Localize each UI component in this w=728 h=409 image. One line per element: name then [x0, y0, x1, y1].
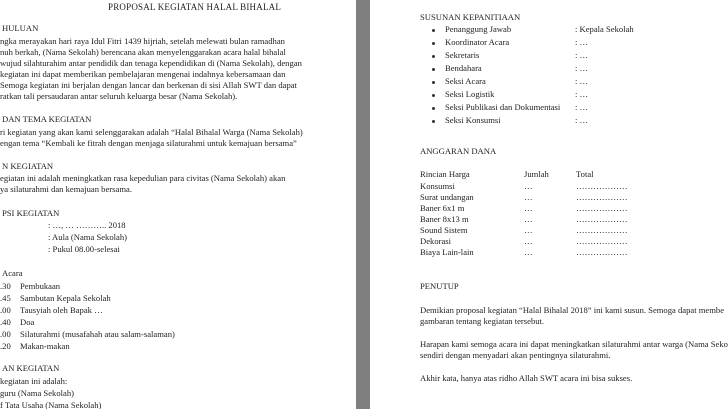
panitia-role: Seksi Konsumsi [445, 115, 501, 125]
panitia-value: : Kepala Sekolah [575, 24, 634, 34]
acara-label: Sambutan Kepala Sekolah [20, 293, 111, 303]
section-heading-deskripsi: PSI KEGIATAN [2, 208, 60, 218]
paragraph-line: guru (Nama Sekolah) [0, 388, 74, 398]
document-title: PROPOSAL KEGIATAN HALAL BIHALAL [108, 2, 282, 12]
anggaran-total: ……………… [576, 192, 628, 202]
acara-time: .45 [0, 293, 11, 303]
paragraph-line: ngka merayakan hari raya Idul Fitri 1439 hijriah, setelah melewati bulan ramadhan [0, 36, 285, 46]
panitia-value: : … [575, 115, 589, 125]
acara-time: .20 [0, 341, 11, 351]
paragraph-line: ri kegiatan yang akan kami selenggarakan adalah “Halal Bihalal Warga (Nama Sekolah) [0, 127, 303, 137]
acara-time: .40 [0, 317, 11, 327]
panitia-value: : … [575, 50, 589, 60]
deskripsi-waktu: : Pukul 08.00-selesai [48, 244, 120, 254]
anggaran-item: Konsumsi [420, 181, 455, 191]
section-heading-pendahuluan: HULUAN [2, 23, 39, 33]
acara-time: .00 [0, 305, 11, 315]
acara-time: .30 [0, 281, 11, 291]
paragraph-line: f Tata Usaha (Nama Sekolah) [0, 400, 102, 409]
panitia-value: : … [575, 63, 589, 73]
anggaran-total: ……………… [576, 225, 628, 235]
anggaran-item: Surat undangan [420, 192, 474, 202]
panitia-role: Sekretaris [445, 50, 480, 60]
acara-label: Doa [20, 317, 35, 327]
section-heading-penutup: PENUTUP [420, 281, 459, 291]
anggaran-total: ……………… [576, 203, 628, 213]
panitia-role: Penanggung Jawab [445, 24, 512, 34]
bullet-icon [432, 68, 435, 71]
panitia-role: Seksi Logistik [445, 89, 495, 99]
anggaran-item: Biaya Lain-lain [420, 247, 474, 257]
anggaran-jumlah: … [524, 203, 533, 213]
section-heading-peserta: AN KEGIATAN [2, 363, 60, 373]
paragraph-line: kegiatan ini adalah: [0, 376, 68, 386]
bullet-icon [432, 55, 435, 58]
anggaran-column-header: Rincian Harga [420, 169, 470, 179]
section-heading-susunan: SUSUNAN KEPANITIAAN [420, 12, 521, 22]
document-page-right [370, 0, 728, 409]
paragraph-line: Akhir kata, hanya atas ridho Allah SWT acara ini bisa sukses. [420, 373, 633, 383]
paragraph-line: nuh berkah, (Nama Sekolah) berencana akan menyelenggarakan acara halal bihalal [0, 47, 286, 57]
paragraph-line: engan tema “Kembali ke fitrah dengan menjaga silaturahmi untuk kemajuan bersama” [0, 138, 297, 148]
acara-label: Silaturahmi (musafahah atau salam-salaman) [20, 329, 175, 339]
anggaran-column-header: Jumlah [524, 169, 549, 179]
anggaran-total: ……………… [576, 236, 628, 246]
paragraph-line: gambaran tentang kegiatan tersebut. [420, 316, 545, 326]
acara-label: Makan-makan [20, 341, 70, 351]
document-page-left [0, 0, 356, 409]
bullet-icon [432, 81, 435, 84]
anggaran-total: ……………… [576, 181, 628, 191]
anggaran-jumlah: … [524, 225, 533, 235]
panitia-value: : … [575, 102, 589, 112]
panitia-role: Koordinator Acara [445, 37, 510, 47]
panitia-role: Bendahara [445, 63, 482, 73]
bullet-icon [432, 42, 435, 45]
bullet-icon [432, 29, 435, 32]
bullet-icon [432, 107, 435, 110]
deskripsi-tanggal: : …, … ……….. 2018 [48, 220, 126, 230]
bullet-icon [432, 94, 435, 97]
anggaran-jumlah: … [524, 247, 533, 257]
paragraph-line: kegiatan ini dapat memberikan pembelajaran mengenai indahnya kebersamaan dan [0, 69, 286, 79]
acara-label: Pembukaan [20, 281, 61, 291]
panitia-value: : … [575, 37, 589, 47]
panitia-value: : … [575, 89, 589, 99]
anggaran-item: Baner 8x13 m [420, 214, 469, 224]
paragraph-line: Demikian proposal kegiatan “Halal Bihalal 2018” ini kami susun. Semoga dapat membe [420, 305, 725, 315]
paragraph-line: ya silaturahmi dan kemajuan bersama. [0, 184, 132, 194]
deskripsi-tempat: : Aula (Nama Sekolah) [48, 232, 127, 242]
anggaran-total: ……………… [576, 247, 628, 257]
anggaran-jumlah: … [524, 236, 533, 246]
anggaran-jumlah: … [524, 181, 533, 191]
section-heading-acara: Acara [2, 268, 23, 278]
paragraph-line: wujud silahturahim antar pendidik dan tenaga kependidikan di (Nama Sekolah), dengan [0, 58, 302, 68]
acara-time: .00 [0, 329, 11, 339]
section-heading-anggaran: ANGGARAN DANA [420, 146, 497, 156]
acara-label: Tausyiah oleh Bapak … [20, 305, 103, 315]
anggaran-total: ……………… [576, 214, 628, 224]
anggaran-column-header: Total [576, 169, 594, 179]
anggaran-jumlah: … [524, 192, 533, 202]
section-heading-tujuan: N KEGIATAN [2, 161, 54, 171]
section-heading-nama-tema: DAN TEMA KEGIATAN [2, 114, 92, 124]
anggaran-item: Dekorasi [420, 236, 452, 246]
paragraph-line: Semoga kegiatan ini berjalan dengan lancar dan berkenan di sisi Allah SWT dan dapat [0, 80, 297, 90]
anggaran-item: Sound Sistem [420, 225, 468, 235]
paragraph-line: sendiri dengan menyadari akan pentingnya silaturahmi. [420, 350, 611, 360]
paragraph-line: egiatan ini adalah meningkatkan rasa kepedulian para civitas (Nama Sekolah) akan [0, 173, 286, 183]
paragraph-line: ratkan tali persaudaran antar seluruh keluarga besar (Nama Sekolah). [0, 91, 238, 101]
panitia-role: Seksi Acara [445, 76, 486, 86]
panitia-value: : … [575, 76, 589, 86]
anggaran-item: Baner 6x1 m [420, 203, 465, 213]
panitia-role: Seksi Publikasi dan Dokumentasi [445, 102, 561, 112]
anggaran-jumlah: … [524, 214, 533, 224]
bullet-icon [432, 120, 435, 123]
paragraph-line: Harapan kami semoga acara ini dapat meningkatkan silaturahmi antar warga (Nama Seko [420, 339, 728, 349]
